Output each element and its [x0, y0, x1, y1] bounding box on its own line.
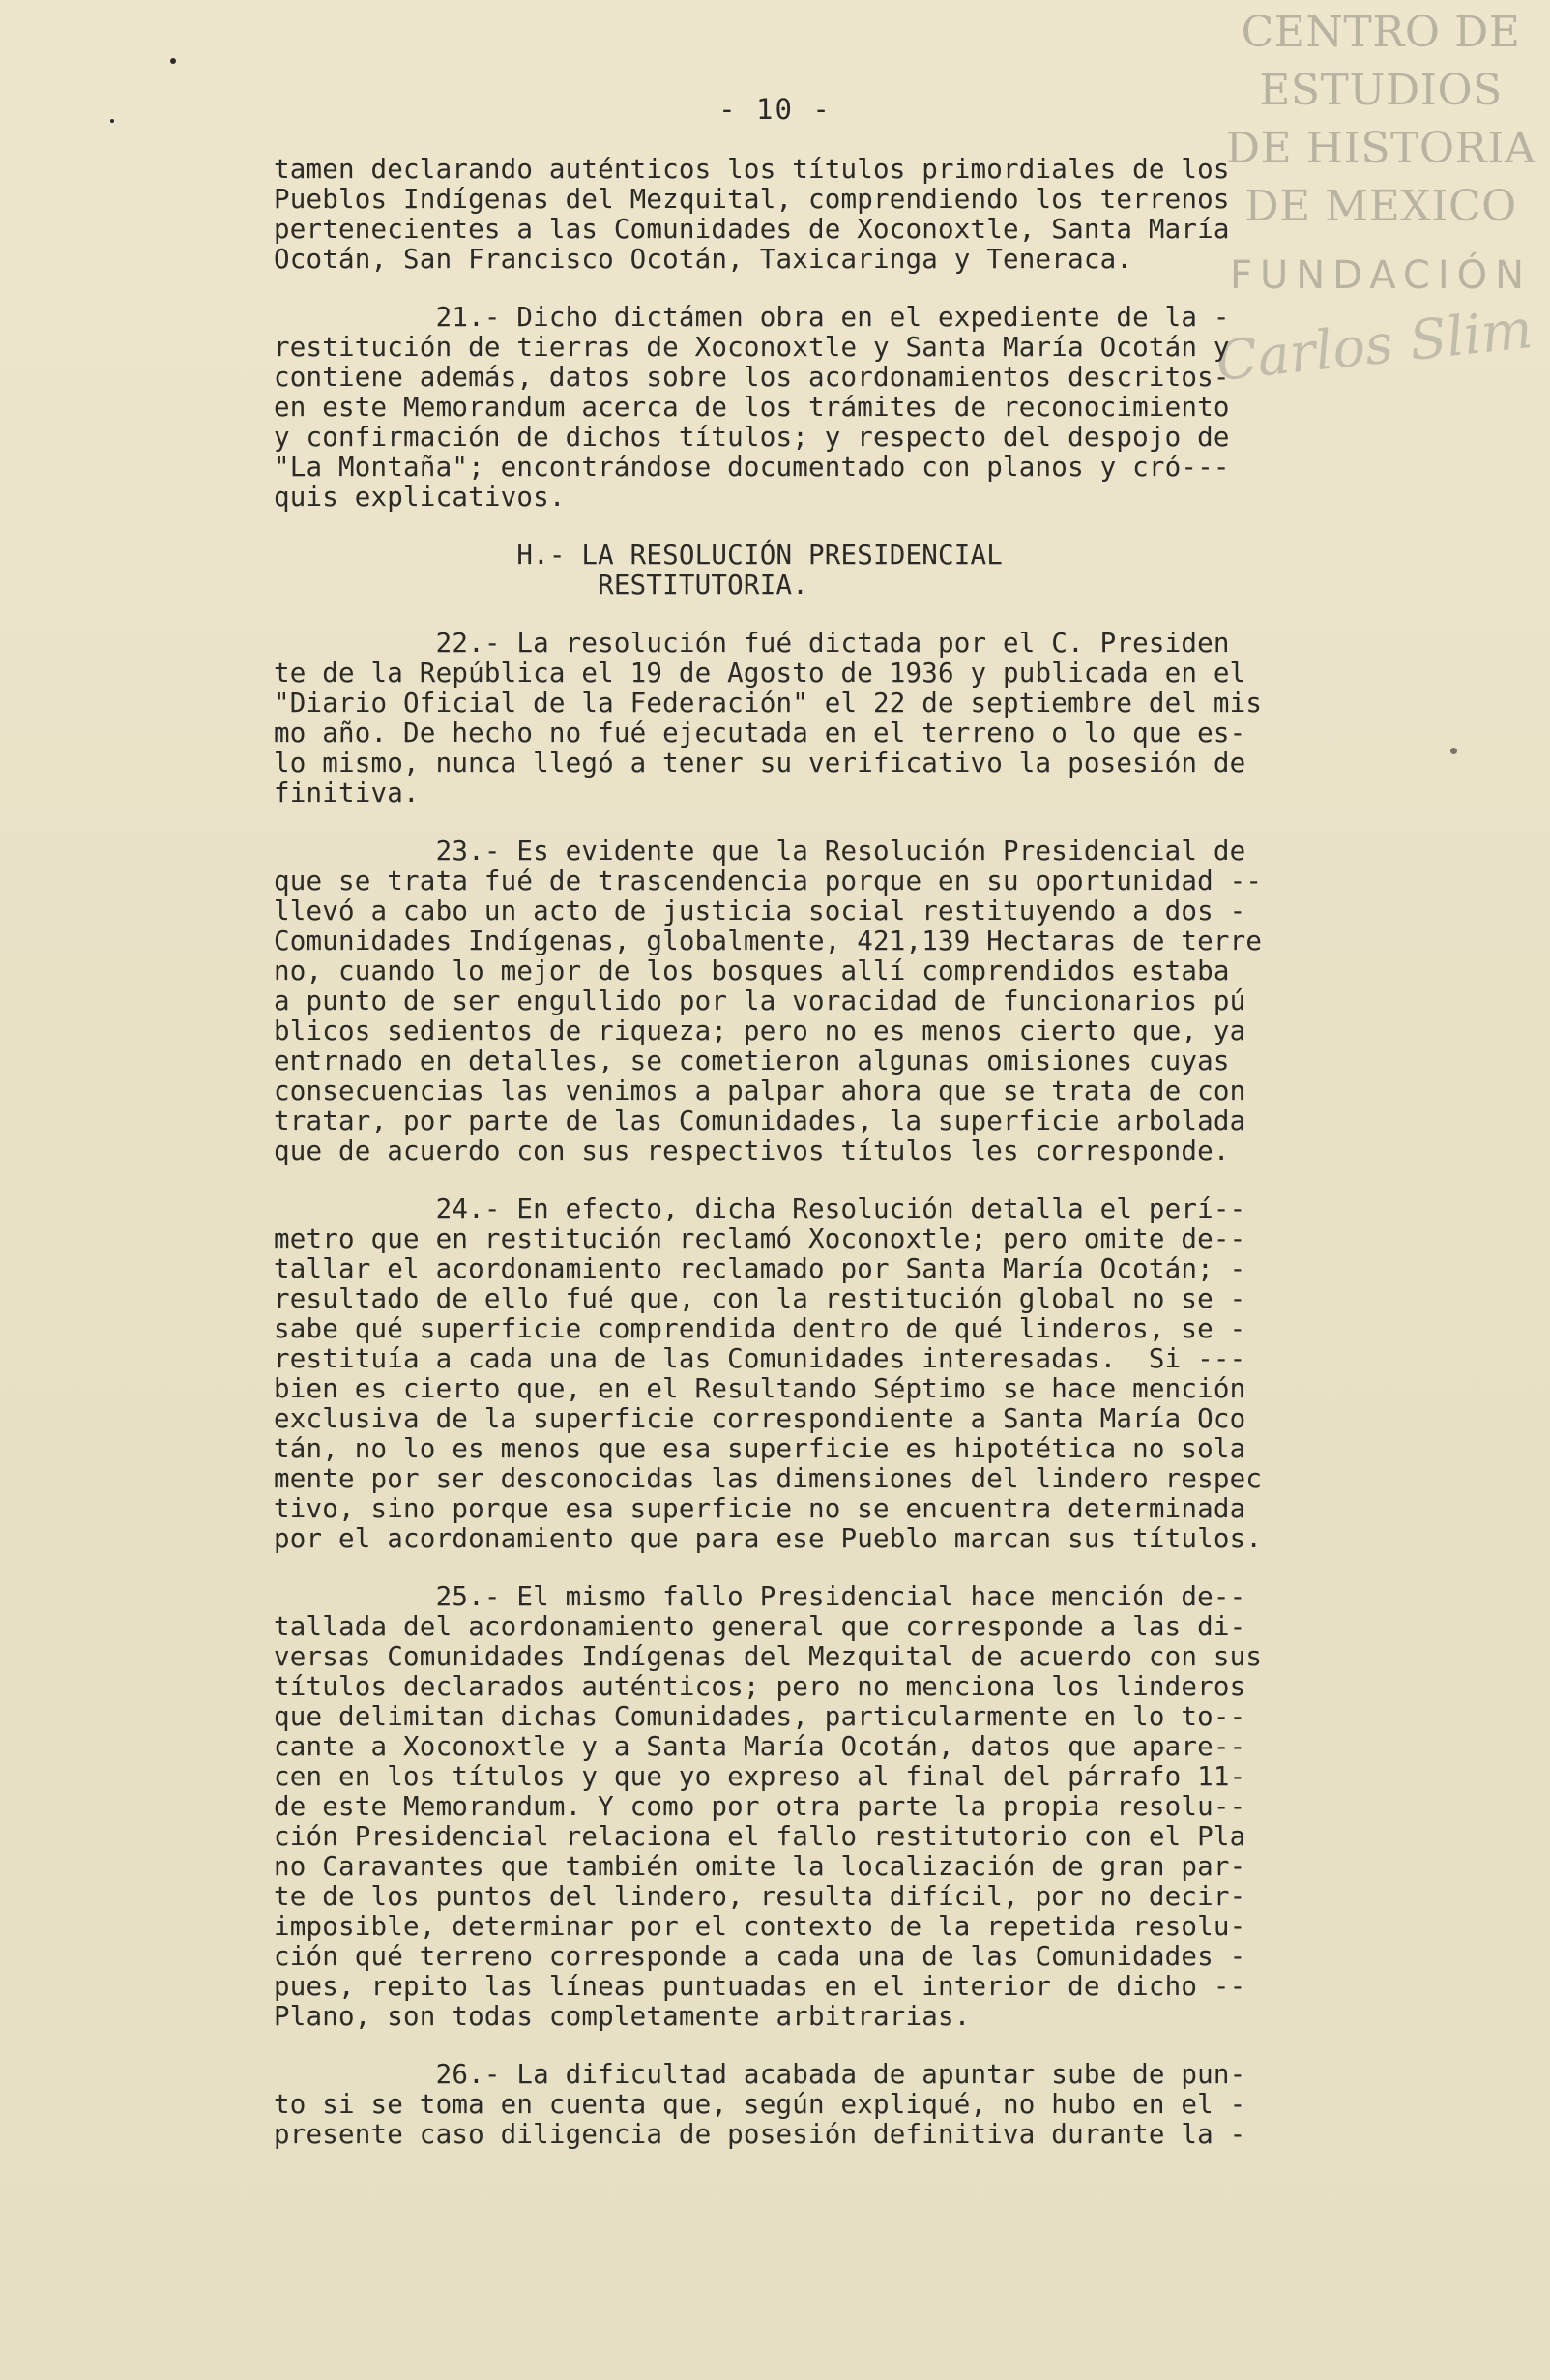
- text-line: imposible, determinar por el contexto de la repetida resolu-: [274, 1911, 1246, 1942]
- text-line: te de los puntos del lindero, resulta difícil, por no decir-: [274, 1881, 1246, 1912]
- paragraph: [274, 303, 1376, 513]
- paragraph-gap: [274, 601, 1376, 629]
- paragraph: [274, 629, 1376, 808]
- text-line: RESTITUTORIA.: [274, 570, 808, 601]
- watermark-line: DE MEXICO: [1244, 182, 1517, 231]
- paragraph: [274, 2060, 1376, 2150]
- paragraph: [274, 155, 1376, 275]
- text-line: contiene además, datos sobre los acordonamientos descritos-: [274, 362, 1230, 393]
- text-line: versas Comunidades Indígenas del Mezquital de acuerdo con sus: [274, 1641, 1263, 1672]
- paragraph-gap: [274, 513, 1376, 541]
- text-line: tallar el acordonamiento reclamado por Santa María Ocotán; -: [274, 1253, 1246, 1284]
- text-line: ción Presidencial relaciona el fallo restitutorio con el Pla: [274, 1821, 1246, 1852]
- text-line: presente caso diligencia de posesión definitiva durante la -: [274, 2119, 1246, 2150]
- text-line: 23.- Es evidente que la Resolución Presidencial de: [274, 836, 1246, 867]
- text-line: blicos sedientos de riqueza; pero no es menos cierto que, ya: [274, 1015, 1246, 1046]
- paper-speck: [170, 58, 176, 64]
- text-line: te de la República el 19 de Agosto de 1936 y publicada en el: [274, 658, 1246, 689]
- text-line: Pueblos Indígenas del Mezquital, comprendiendo los terrenos: [274, 184, 1230, 215]
- text-line: y confirmación de dichos títulos; y respecto del despojo de: [274, 422, 1230, 453]
- text-line: de este Memorandum. Y como por otra parte la propia resolu--: [274, 1791, 1246, 1822]
- text-line: 25.- El mismo fallo Presidencial hace mención de--: [274, 1581, 1246, 1612]
- watermark-fundacion: FUNDACIÓN: [1229, 253, 1533, 298]
- paragraph: [274, 1194, 1376, 1554]
- text-line: tivo, sino porque esa superficie no se encuentra determinada: [274, 1493, 1246, 1524]
- text-line: resultado de ello fué que, con la restitución global no se -: [274, 1283, 1246, 1314]
- text-line: sabe qué superficie comprendida dentro de qué linderos, se -: [274, 1313, 1246, 1344]
- text-line: en este Memorandum acerca de los trámites de reconocimiento: [274, 392, 1230, 423]
- text-line: pertenecientes a las Comunidades de Xoconoxtle, Santa María: [274, 214, 1230, 245]
- text-line: H.- LA RESOLUCIÓN PRESIDENCIAL: [274, 540, 1004, 571]
- text-line: que se trata fué de trascendencia porque en su oportunidad --: [274, 866, 1263, 896]
- text-line: bien es cierto que, en el Resultando Séptimo se hace mención: [274, 1373, 1246, 1404]
- text-line: entrnado en detalles, se cometieron algunas omisiones cuyas: [274, 1045, 1230, 1076]
- watermark-line: CENTRO DE: [1241, 8, 1521, 57]
- watermark-signature: Carlos Slim: [1213, 298, 1535, 394]
- text-line: pues, repito las líneas puntuadas en el interior de dicho --: [274, 1971, 1246, 2002]
- text-line: cen en los títulos y que yo expreso al final del párrafo 11-: [274, 1761, 1246, 1792]
- paper-speck: [1450, 748, 1457, 754]
- paragraph-gap: [274, 1554, 1376, 1582]
- text-line: "Diario Oficial de la Federación" el 22 de septiembre del mis: [274, 688, 1263, 719]
- text-line: to si se toma en cuenta que, según expliqué, no hubo en el -: [274, 2089, 1246, 2120]
- text-line: restituía a cada una de las Comunidades interesadas. Si ---: [274, 1343, 1246, 1374]
- text-line: tamen declarando auténticos los títulos primordiales de los: [274, 154, 1230, 185]
- text-line: 22.- La resolución fué dictada por el C. Presiden: [274, 628, 1230, 659]
- text-line: restitución de tierras de Xoconoxtle y Santa María Ocotán y: [274, 332, 1230, 363]
- text-line: no Caravantes que también omite la localización de gran par-: [274, 1851, 1246, 1882]
- text-line: metro que en restitución reclamó Xoconoxtle; pero omite de--: [274, 1223, 1246, 1254]
- text-line: tratar, por parte de las Comunidades, la superficie arbolada: [274, 1105, 1246, 1136]
- text-line: 26.- La dificultad acabada de apuntar sube de pun-: [274, 2059, 1246, 2090]
- watermark-line: DE HISTORIA: [1225, 124, 1536, 173]
- text-line: Comunidades Indígenas, globalmente, 421,139 Hectaras de terre: [274, 926, 1263, 956]
- text-line: "La Montaña"; encontrándose documentado con planos y cró---: [274, 452, 1230, 483]
- text-line: tallada del acordonamiento general que corresponde a las di-: [274, 1611, 1246, 1642]
- page-number: - 10 -: [718, 93, 832, 126]
- watermark-line: ESTUDIOS: [1259, 66, 1503, 115]
- paragraph-gap: [274, 275, 1376, 303]
- text-line: lo mismo, nunca llegó a tener su verificativo la posesión de: [274, 748, 1246, 779]
- text-line: cante a Xoconoxtle y a Santa María Ocotán, datos que apare--: [274, 1731, 1246, 1762]
- text-line: exclusiva de la superficie correspondiente a Santa María Oco: [274, 1403, 1246, 1434]
- text-line: 24.- En efecto, dicha Resolución detalla el perí--: [274, 1193, 1246, 1224]
- document-body: [274, 155, 1376, 2150]
- paragraph: [274, 1582, 1376, 2032]
- section-heading: [274, 541, 1376, 601]
- text-line: llevó a cabo un acto de justicia social restituyendo a dos -: [274, 896, 1246, 926]
- text-line: títulos declarados auténticos; pero no menciona los linderos: [274, 1671, 1246, 1702]
- text-line: no, cuando lo mejor de los bosques allí comprendidos estaba: [274, 955, 1230, 986]
- text-line: 21.- Dicho dictámen obra en el expediente de la -: [274, 302, 1230, 333]
- text-line: mo año. De hecho no fué ejecutada en el terreno o lo que es-: [274, 718, 1246, 749]
- text-line: que delimitan dichas Comunidades, particularmente en lo to--: [274, 1701, 1246, 1732]
- text-line: consecuencias las venimos a palpar ahora que se trata de con: [274, 1075, 1246, 1106]
- text-line: por el acordonamiento que para ese Pueblo marcan sus títulos.: [274, 1523, 1263, 1554]
- text-line: tán, no lo es menos que esa superficie es hipotética no sola: [274, 1433, 1246, 1464]
- text-line: que de acuerdo con sus respectivos títulos les corresponde.: [274, 1135, 1230, 1166]
- paragraph: [274, 837, 1376, 1166]
- text-line: Plano, son todas completamente arbitrarias.: [274, 2001, 971, 2032]
- text-line: mente por ser desconocidas las dimensiones del lindero respec: [274, 1463, 1263, 1494]
- text-line: ción qué terreno corresponde a cada una de las Comunidades -: [274, 1941, 1246, 1972]
- text-line: quis explicativos.: [274, 482, 566, 513]
- text-line: Ocotán, San Francisco Ocotán, Taxicaringa y Teneraca.: [274, 244, 1133, 275]
- paragraph-gap: [274, 1166, 1376, 1194]
- text-line: finitiva.: [274, 778, 420, 808]
- paragraph-gap: [274, 2032, 1376, 2060]
- text-line: a punto de ser engullido por la voracidad de funcionarios pú: [274, 985, 1246, 1016]
- paragraph-gap: [274, 808, 1376, 837]
